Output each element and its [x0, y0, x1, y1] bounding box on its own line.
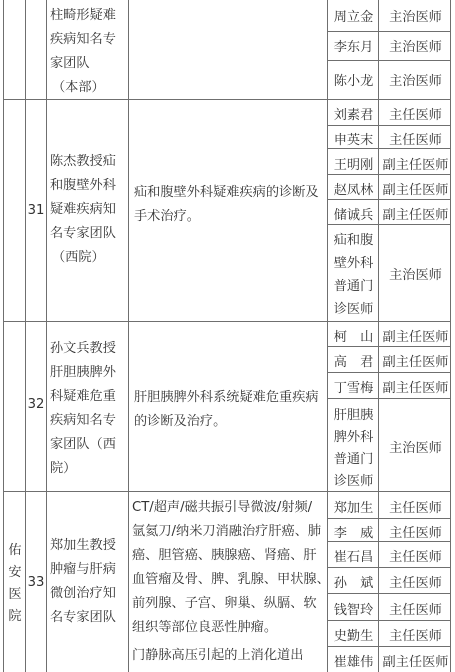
hospital-name-char: 院 [8, 609, 22, 624]
team-name-line: 科疑难危重 [50, 389, 116, 404]
row-line [327, 174, 451, 175]
staff-name: 周立金 [333, 10, 374, 25]
row-line [327, 31, 451, 32]
scope-line: 手术治疗。 [134, 209, 200, 224]
staff-name: 柯 山 [333, 330, 374, 345]
staff-name: 陈小龙 [333, 74, 374, 89]
row-line [327, 125, 451, 126]
scope-line: 的诊断及治疗。 [134, 414, 227, 429]
hospital-name-char: 医 [8, 587, 22, 602]
staff-name: 崔石昌 [333, 550, 374, 565]
staff-title: 主治医师 [389, 40, 442, 55]
staff-title: 主治医师 [389, 268, 442, 283]
scope-line: 门静脉高压引起的上消化道出 [132, 648, 304, 663]
staff-title: 主任医师 [389, 550, 442, 565]
staff-title: 主治医师 [389, 74, 442, 89]
staff-title: 主任医师 [389, 603, 442, 618]
row-line [327, 541, 451, 542]
group-line [3, 321, 451, 322]
staff-title: 副主任医师 [382, 381, 449, 396]
staff-name: 孙 斌 [333, 576, 374, 591]
staff-name-line: 普通门 [333, 452, 374, 467]
team-name-line: 陈杰教授疝 [50, 154, 116, 169]
staff-title: 主任医师 [389, 108, 442, 123]
staff-name-line: 诊医师 [333, 302, 374, 317]
staff-title: 副主任医师 [382, 355, 449, 370]
staff-name: 王明刚 [333, 158, 374, 173]
staff-title: 主任医师 [389, 133, 442, 148]
team-name-line: 和腹壁外科 [50, 178, 116, 193]
staff-title: 副主任医师 [382, 208, 449, 223]
scope-line: CT/超声/磁共振引导微波/射频/ [132, 500, 313, 515]
team-name-line: 家团队 [50, 56, 90, 71]
staff-name-line: 诊医师 [333, 474, 374, 489]
team-name-line: 名专家团队 [50, 610, 116, 625]
team-name-line: （西院） [52, 250, 105, 265]
team-name-line: 柱畸形疑难 [50, 8, 116, 23]
staff-name-line: 壁外科 [333, 256, 374, 271]
staff-title: 主治医师 [389, 10, 442, 25]
staff-name: 李 威 [333, 526, 374, 541]
scope-line: 前列腺、子宫、卵巢、纵膈、软 [132, 596, 317, 611]
row-line [327, 593, 451, 594]
row-line [327, 60, 451, 61]
staff-name: 李东月 [333, 40, 374, 55]
staff-title: 副主任医师 [382, 655, 449, 670]
staff-title: 主任医师 [389, 576, 442, 591]
row-line [327, 199, 451, 200]
team-name-line: 肝胆胰脾外 [50, 365, 116, 380]
staff-name: 崔雄伟 [333, 655, 374, 670]
row-number: 33 [27, 575, 45, 590]
staff-title: 主任医师 [389, 629, 442, 644]
team-name-line: 疾病知名专 [50, 413, 116, 428]
staff-name: 史勤生 [333, 629, 374, 644]
staff-name: 申英末 [333, 133, 374, 148]
row-line [327, 398, 451, 399]
staff-name: 赵凤林 [333, 183, 374, 198]
col-line [3, 0, 4, 672]
team-name-line: 肿瘤与肝病 [50, 562, 116, 577]
staff-name: 刘素君 [333, 108, 374, 123]
staff-name: 储诚兵 [333, 208, 374, 223]
row-number: 31 [27, 203, 45, 218]
scope-line: 疝和腹壁外科疑难疾病的诊断及 [134, 185, 319, 200]
staff-title: 主任医师 [389, 501, 442, 516]
team-name-line: （本部） [52, 80, 105, 95]
group-line [3, 491, 451, 492]
team-name-line: 院） [50, 461, 77, 476]
scope-line: 血管瘤及骨、脾、乳腺、甲状腺、 [132, 572, 330, 587]
scope-line: 组织等部位良恶性肿瘤。 [132, 620, 278, 635]
staff-name-line: 疝和腹 [333, 233, 374, 248]
scope-line: 癌、胆管癌、胰腺癌、肾癌、肝 [132, 548, 317, 563]
row-line [327, 646, 451, 647]
row-line [327, 372, 451, 373]
row-line [327, 224, 451, 225]
team-name-line: 家团队（西 [50, 437, 116, 452]
row-line [327, 148, 451, 149]
staff-title: 副主任医师 [382, 183, 449, 198]
staff-title: 主任医师 [389, 526, 442, 541]
scope-line: 氩氦刀/纳米刀消融治疗肝癌、肺 [132, 524, 322, 539]
col-line [128, 0, 129, 672]
team-name-line: 疑难疾病知 [50, 202, 116, 217]
staff-name: 郑加生 [333, 501, 374, 516]
staff-name-line: 肝胆胰 [333, 408, 374, 423]
staff-name: 钱智玲 [333, 603, 374, 618]
staff-title: 副主任医师 [382, 158, 449, 173]
staff-title: 主治医师 [389, 441, 442, 456]
team-name-line: 孙文兵教授 [50, 341, 116, 356]
staff-name: 高 君 [333, 355, 374, 370]
team-name-line: 名专家团队 [50, 226, 116, 241]
team-name-line: 疾病知名专 [50, 32, 116, 47]
row-line [327, 518, 451, 519]
row-line [327, 620, 451, 621]
col-line [46, 0, 47, 672]
staff-name-line: 脾外科 [333, 430, 374, 445]
staff-title: 副主任医师 [382, 330, 449, 345]
staff-name: 丁雪梅 [333, 381, 374, 396]
staff-name-line: 普通门 [333, 279, 374, 294]
row-number: 32 [27, 397, 45, 412]
team-name-line: 微创治疗知 [50, 586, 116, 601]
team-name-line: 郑加生教授 [50, 538, 116, 553]
row-line [327, 346, 451, 347]
hospital-name-char: 佑 [8, 543, 22, 558]
scope-line: 肝胆胰脾外科系统疑难危重疾病 [134, 390, 319, 405]
row-line [327, 567, 451, 568]
hospital-name-char: 安 [8, 565, 22, 580]
col-line [25, 0, 26, 672]
